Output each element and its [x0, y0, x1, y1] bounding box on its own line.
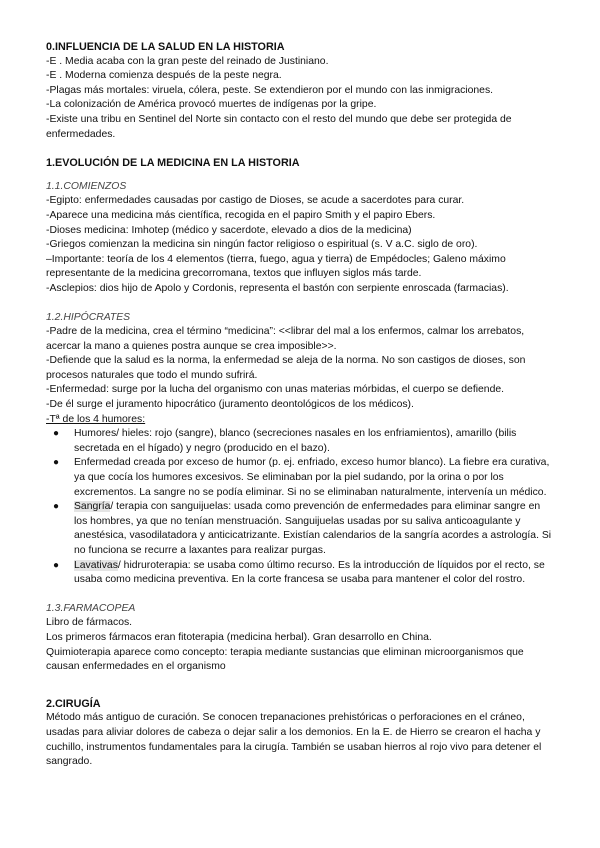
s13-line-1: Libro de fármacos. [46, 617, 133, 629]
section-0-title: 0.INFLUENCIA DE LA SALUD EN LA HISTORIA [46, 41, 285, 53]
list-item [46, 559, 556, 588]
bullet-text: / terapia con sanguijuelas: usada como prevención de enfermedades para eliminar sangre en los hombres, ya que no tenían menstruación. Sanguijuelas usadas por su saliva anticoagulante y anestésica, vasodilatadora y anticicatrizante. Existían calendarios de la sangría acordes a astrología. Si no funciona se recurre a laxantes para realizar purgas. [74, 501, 552, 556]
list-item [46, 427, 556, 456]
s13-line-3: Quimioterapia aparece como concepto: terapia mediante sustancias que eliminan microorganismos que causan enfermedades en el organismo [46, 646, 524, 673]
humores-label: -Tª de los 4 humores: [46, 413, 146, 425]
s2-text: Método más antiguo de curación. Se conocen trepanaciones prehistóricas o perforaciones en el cráneo, usadas para aliviar dolores de cabeza o dejar salir a los demonios. En la E. de Hierro se crearon el hacha y cuchillo, instrumentos fundamentales para la cirugía. También se usaban hierros al rojo vivo para detener el sangrado. [46, 712, 542, 768]
bullet-text: Humores/ hieles: rojo (sangre), blanco (secreciones nasales en los enfriamientos), amarillo (bilis secretada en el hígado) y negro (producido en el bazo). [74, 428, 517, 454]
s13-line-2: Los primeros fármacos eran fitoterapia (medicina herbal). Gran desarrollo en China. [46, 631, 432, 643]
s11-line-6: -Asclepios: dios hijo de Apolo y Cordonis, representa el bastón con serpiente enroscada (farmacias). [46, 282, 509, 294]
s12-line-1: -Padre de la medicina, crea el término “medicina”: <<librar del mal a los enfermos, calmar los arrebatos, acercar la mano a quienes postra aunque se crea imposible>>. [46, 326, 525, 352]
s0-line-1: -E . Media acaba con la gran peste del reinado de Justiniano. [46, 55, 329, 67]
s11-line-1: -Egipto: enfermedades causadas por castigo de Dioses, se acude a sacerdotes para curar. [46, 195, 465, 207]
bullet-icon: ● [53, 428, 60, 440]
s11-line-2: -Aparece una medicina más científica, recogida en el papiro Smith y el papiro Ebers. [46, 209, 436, 221]
s11-line-4: -Griegos comienzan la medicina sin ningún factor religioso o espiritual (s. V a.C. siglo de oro). [46, 239, 478, 251]
section-1-title: 1.EVOLUCIÓN DE LA MEDICINA EN LA HISTORIA [46, 157, 300, 170]
list-item [46, 456, 556, 500]
list-item [46, 500, 556, 558]
s0-line-4: -La colonización de América provocó muertes de indígenas por la gripe. [46, 99, 377, 111]
bullet-icon: ● [53, 457, 60, 469]
s12-line-3: -Enfermedad: surge por la lucha del organismo con unas materias mórbidas, el cuerpo se defiende. [46, 384, 505, 396]
s11-line-3: -Dioses medicina: Imhotep (médico y sacerdote, elevado a dios de la medicina) [46, 224, 412, 236]
bullet-text: Enfermedad creada por exceso de humor (p. ej. enfriado, exceso humor blanco). La fiebre era curativa, ya que cocía los humores excesivos. Se eliminaban por la piel sudando, por la orina o por los excrementos. La sangre no se podía eliminar. Si no se eliminaban naturalmente, intervenía un médico. [74, 457, 550, 498]
subsection-1-3-title: 1.3.FARMACOPEA [46, 602, 136, 614]
s0-line-2: -E . Moderna comienza después de la peste negra. [46, 70, 282, 82]
s12-line-2: -Defiende que la salud es la norma, la enfermedad se aleja de la norma. No son castigos de dioses, son procesos naturales que todo el mundo sufrirá. [46, 355, 526, 381]
subsection-1-1-title: 1.1.COMIENZOS [46, 180, 127, 192]
s12-line-4: -De él surge el juramento hipocrático (juramento deontológicos de los médicos). [46, 399, 414, 411]
subsection-1-2-title: 1.2.HIPÓCRATES [46, 311, 131, 323]
bullet-icon: ● [53, 559, 60, 571]
highlighted-term: Lavativas [74, 559, 118, 571]
section-2-title: 2.CIRUGÍA [46, 697, 101, 710]
s0-line-3: -Plagas más mortales: viruela, cólera, peste. Se extendieron por el mundo con las inmigraciones. [46, 84, 494, 96]
s11-line-5: –Importante: teoría de los 4 elementos (tierra, fuego, agua y tierra) de Empédocles; Galeno máximo representante de la medicina grecorromana, textos que influyen siglos más tarde. [46, 253, 506, 280]
bullet-icon: ● [53, 501, 60, 513]
s0-line-5: -Existe una tribu en Sentinel del Norte sin contacto con el resto del mundo que debe ser protegida de enfermedades. [46, 113, 512, 140]
humores-list [46, 427, 556, 588]
bullet-text: / hidruroterapia: se usaba como último recurso. Es la introducción de líquidos por el recto, se usaba como medicina preventiva. En la corte francesa se usaba para mantener el color del rostro. [74, 559, 545, 586]
highlighted-term: Sangría [74, 501, 111, 513]
